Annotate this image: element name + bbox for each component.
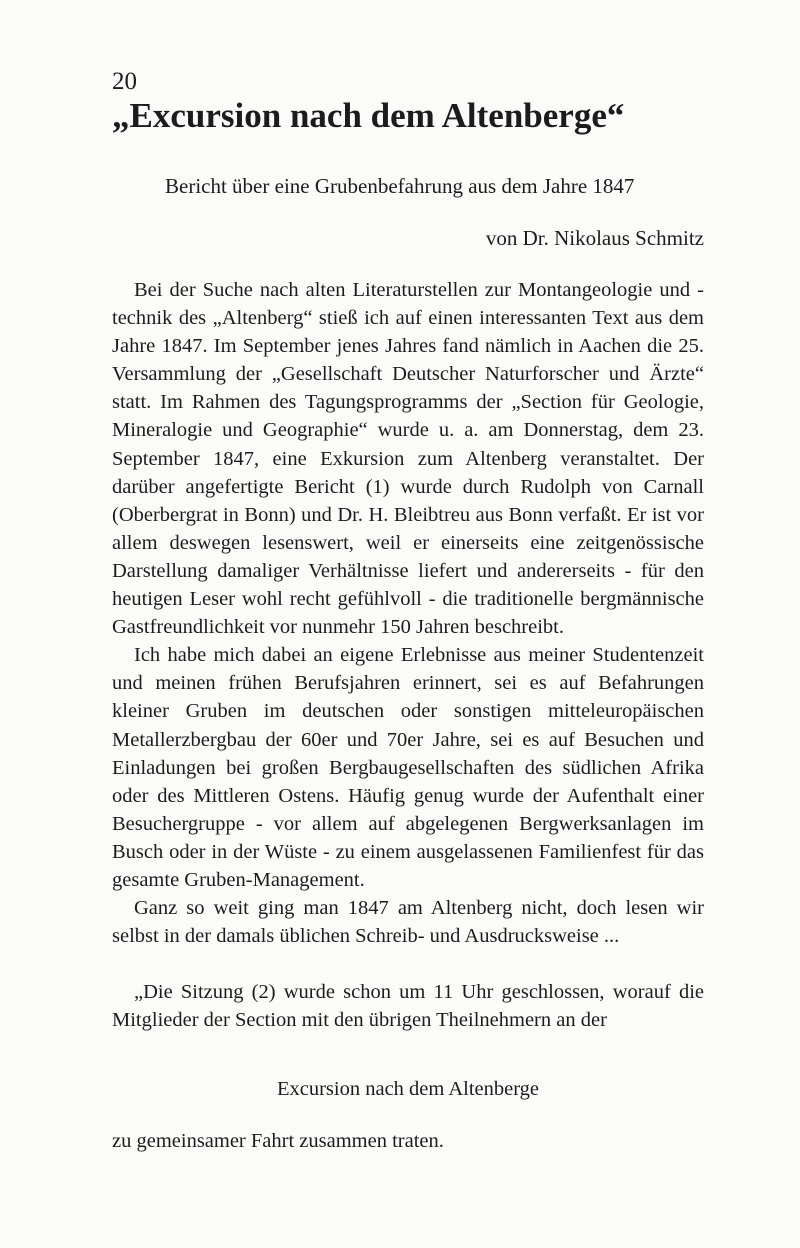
article-title: „Excursion nach dem Altenberge“ [112, 96, 625, 135]
centered-heading-line: Excursion nach dem Altenberge [276, 1078, 540, 1100]
paragraph: Ich habe mich dabei an eigene Erlebnisse aus meiner Studentenzeit und meinen frühen Berufsjahren erinnert, sei es auf Befahrungen kleiner Gruben im deutschen oder sonstigen mitteleuropäischen Metallerzbergbau der 60er und 70er Jahre, sei es auf Besuchen und Einladungen bei großen Bergbaugesellschaften des südlichen Afrika oder des Mittleren Ostens. Häufig genug wurde der Aufenthalt einer Besuchergruppe - vor allem auf abgelegenen Bergwerksanlagen im Busch oder in der Wüste - zu einem ausgelassenen Familienfest für das gesamte Gruben-Management. [112, 644, 704, 891]
paragraph-gap [112, 950, 704, 978]
closing-line: zu gemeinsamer Fahrt zusammen traten. [112, 1130, 444, 1152]
article-body [112, 276, 704, 1034]
paragraph: Bei der Suche nach alten Literaturstellen zur Montangeologie und -technik des „Altenberg“ stieß ich auf einen interessanten Text aus dem Jahre 1847. Im September jenes Jahres fand nämlich in Aachen die 25. Versammlung der „Gesellschaft Deutscher Naturforscher und Ärzte“ statt. Im Rahmen des Tagungsprogramms der „Section für Geologie, Mineralogie und Geographie“ wurde u. a. am Donnerstag, dem 23. September 1847, eine Exkursion zum Altenberg veranstaltet. Der darüber angefertigte Bericht (1) wurde durch Rudolph von Carnall (Oberbergrat in Bonn) und Dr. H. Bleibtreu aus Bonn verfaßt. Er ist vor allem deswegen lesenswert, weil er einerseits eine zeitgenössische Darstellung damaliger Verhältnisse liefert und andererseits - für den heutigen Leser wohl recht gefühlvoll - die traditionelle bergmännische Gastfreundlichkeit vor nunmehr 150 Jahren beschreibt. [112, 279, 704, 639]
page-number: 20 [112, 68, 137, 95]
paragraph: „Die Sitzung (2) wurde schon um 11 Uhr geschlossen, worauf die Mitglieder der Section mit den übrigen Theilnehmern an der [112, 981, 704, 1032]
paragraph: Ganz so weit ging man 1847 am Altenberg nicht, doch lesen wir selbst in der damals üblichen Schreib- und Ausdrucksweise ... [112, 897, 704, 948]
article-subtitle: Bericht über eine Grubenbefahrung aus dem Jahre 1847 [165, 174, 635, 198]
author-byline: von Dr. Nikolaus Schmitz [485, 226, 704, 250]
